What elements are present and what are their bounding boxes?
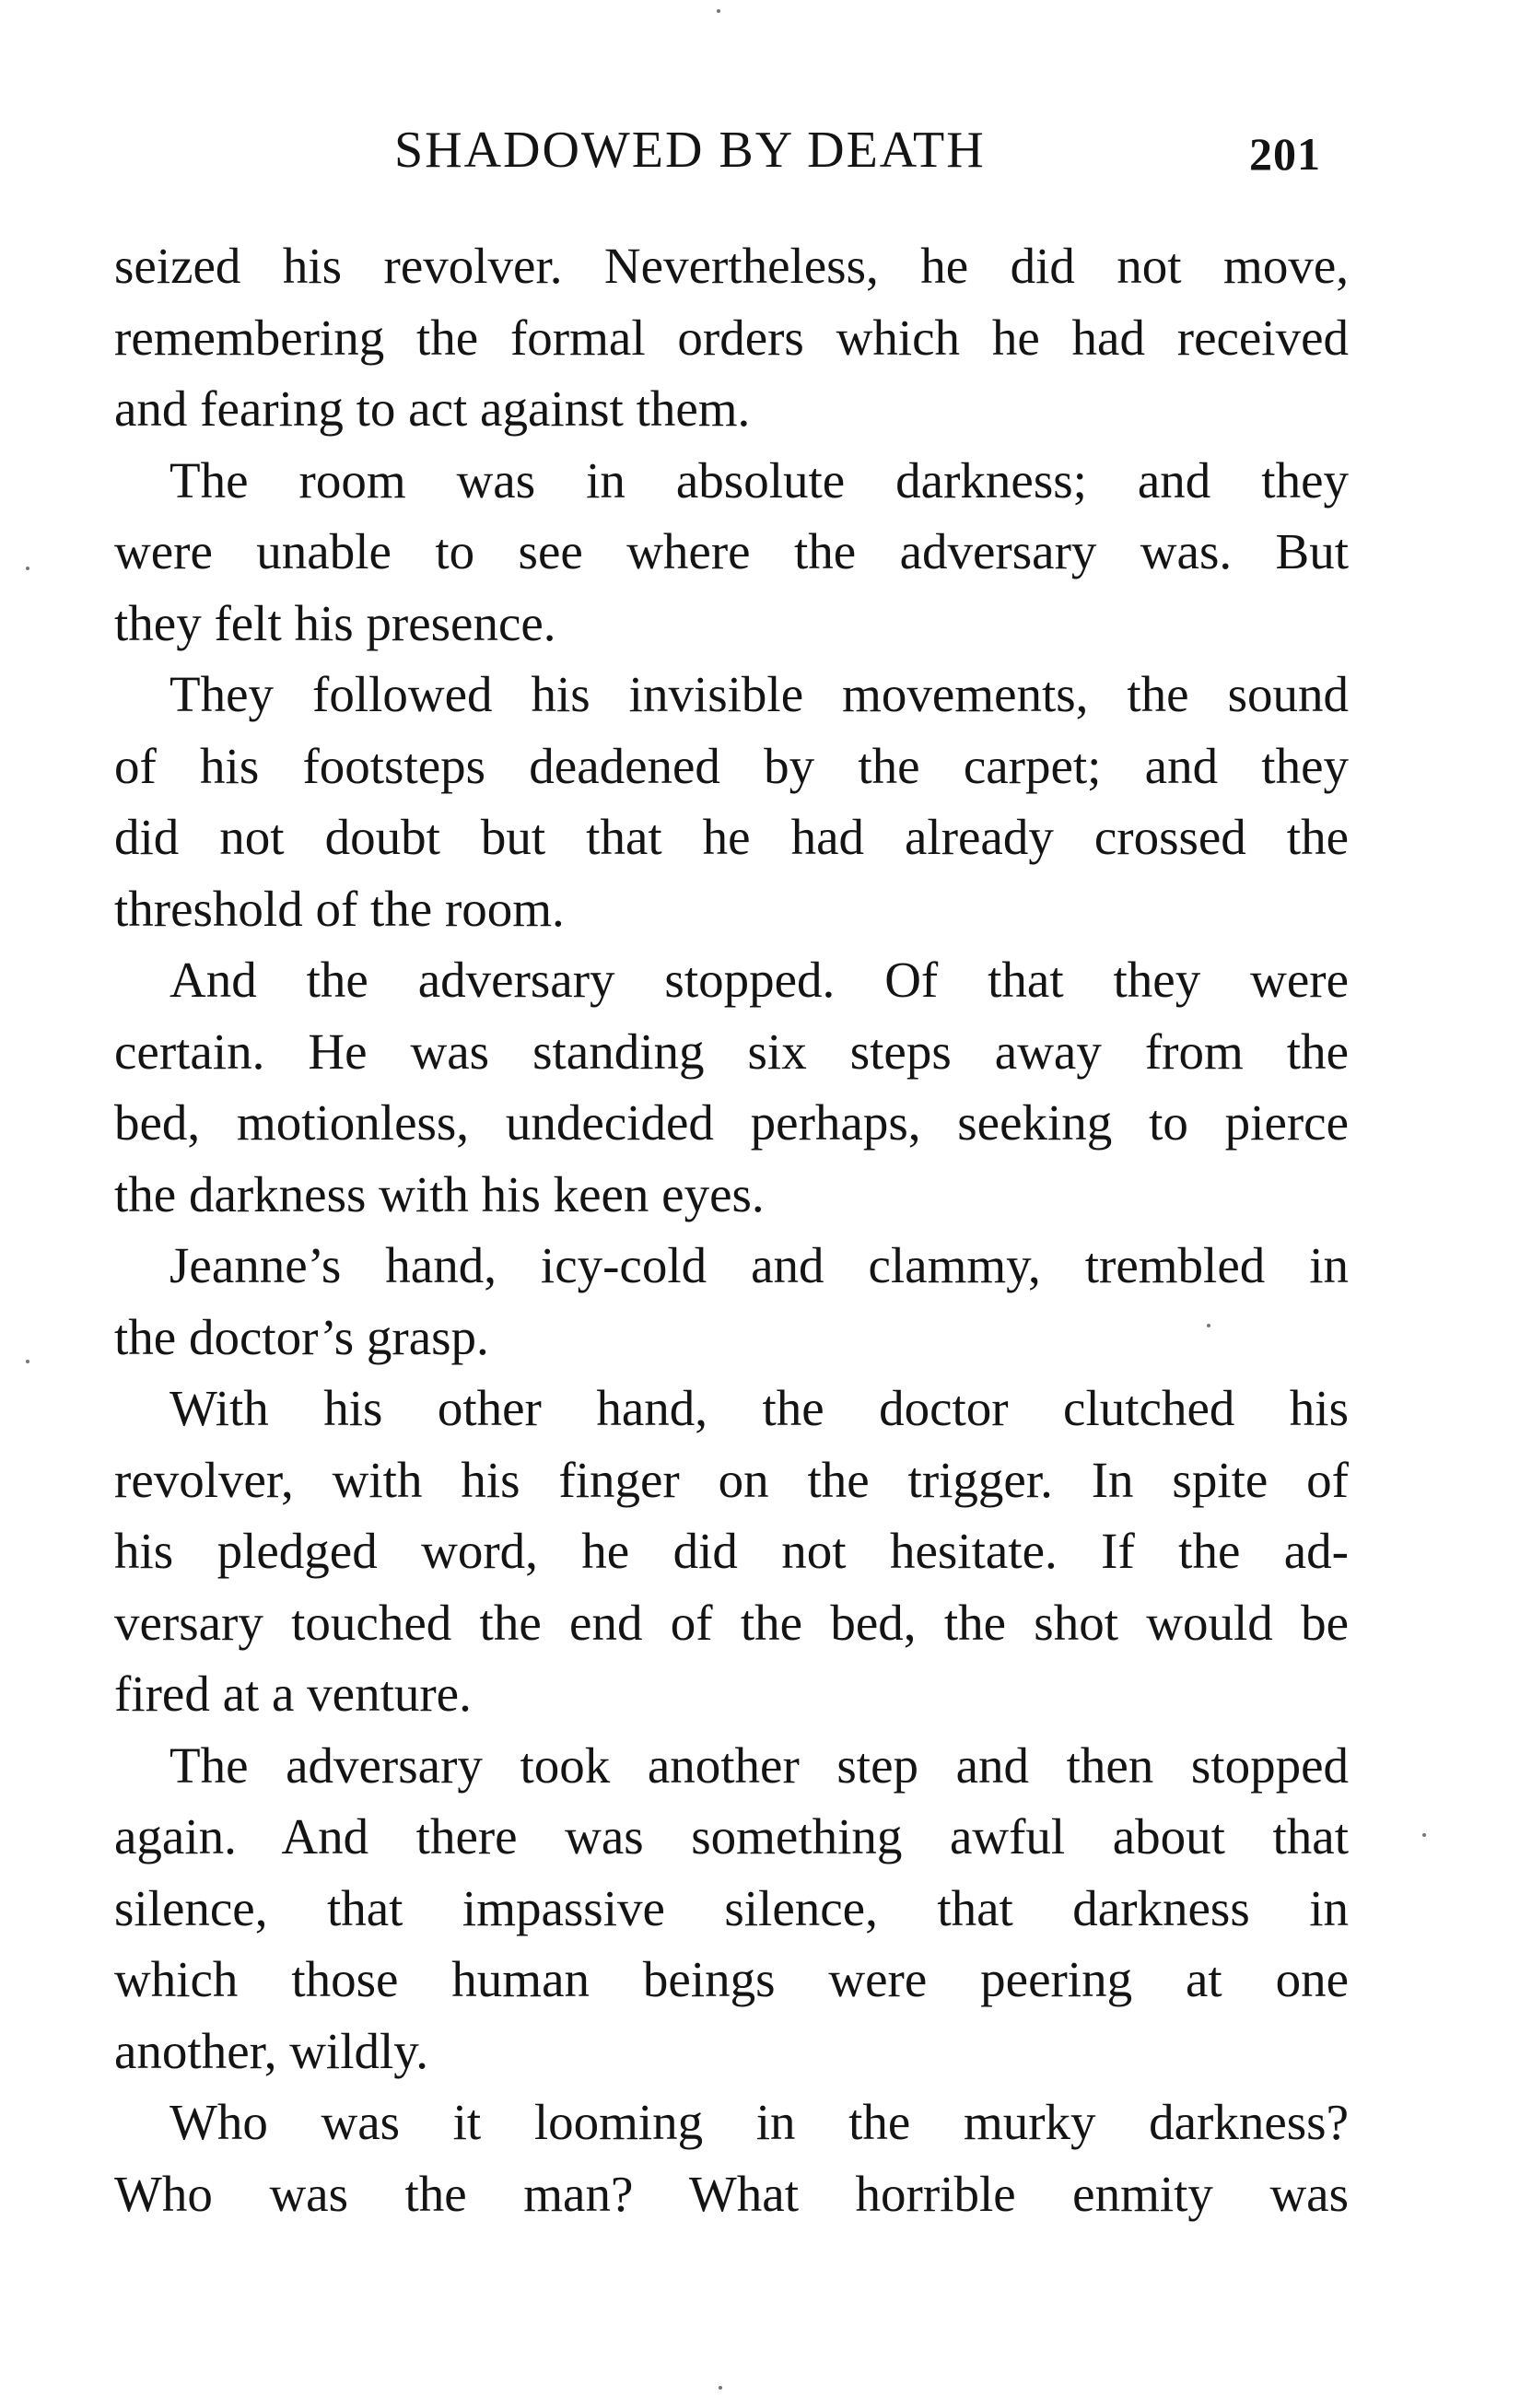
paragraph <box>114 659 1349 944</box>
paragraph <box>114 1373 1349 1730</box>
text-line: did not doubt but that he had already crossed the <box>114 809 1349 865</box>
text-line: Who was the man? What horrible enmity was <box>114 2165 1349 2222</box>
scan-speck <box>1422 1833 1426 1837</box>
page-number: 201 <box>1249 128 1321 180</box>
paragraph <box>114 230 1349 445</box>
text-line: again. And there was something awful about that <box>114 1808 1349 1864</box>
text-line: certain. He was standing six steps away from the <box>114 1023 1349 1080</box>
text-line: revolver, with his finger on the trigger. In spite of <box>114 1451 1349 1508</box>
text-line: With his other hand, the doctor clutched his <box>170 1380 1349 1436</box>
text-line: Jeanne’s hand, icy-cold and clammy, trembled in <box>170 1237 1349 1293</box>
paragraph <box>114 445 1349 660</box>
running-title: SHADOWED BY DEATH <box>394 122 986 179</box>
text-line: versary touched the end of the bed, the shot would be <box>114 1594 1349 1651</box>
text-line: And the adversary stopped. Of that they were <box>170 952 1349 1008</box>
scan-speck <box>26 567 29 570</box>
text-line: were unable to see where the adversary was. But <box>114 523 1349 579</box>
paragraph <box>114 2087 1349 2229</box>
text-line: remembering the formal orders which he had received <box>114 309 1349 366</box>
text-line: the doctor’s grasp. <box>114 1308 489 1365</box>
text-line: his pledged word, he did not hesitate. If the ad- <box>114 1523 1349 1579</box>
paragraph <box>114 1730 1349 2087</box>
text-line: seized his revolver. Nevertheless, he did not move, <box>114 238 1349 294</box>
running-head <box>0 118 1520 182</box>
text-line: threshold of the room. <box>114 880 565 937</box>
scan-speck <box>717 9 720 13</box>
text-line: bed, motionless, undecided perhaps, seeking to pierce <box>114 1094 1349 1151</box>
text-line: and fearing to act against them. <box>114 380 751 437</box>
scan-speck <box>1207 1324 1210 1327</box>
text-line: the darkness with his keen eyes. <box>114 1165 765 1222</box>
text-line: The adversary took another step and then stopped <box>170 1736 1349 1794</box>
text-line: another, wildly. <box>114 2022 428 2079</box>
body-text <box>114 230 1349 2229</box>
text-line: which those human beings were peering at one <box>114 1951 1349 2007</box>
text-line: fired at a venture. <box>114 1666 472 1722</box>
text-line: of his footsteps deadened by the carpet; and they <box>114 737 1349 794</box>
text-line: silence, that impassive silence, that darkness in <box>114 1879 1349 1936</box>
text-line: Who was it looming in the murky darkness? <box>170 2094 1349 2150</box>
paragraph <box>114 1230 1349 1373</box>
text-line: They followed his invisible movements, the sound <box>170 666 1349 722</box>
scan-speck <box>719 2386 722 2390</box>
scan-speck <box>26 1360 29 1363</box>
paragraph <box>114 944 1349 1230</box>
text-line: The room was in absolute darkness; and they <box>170 451 1349 508</box>
text-line: they felt his presence. <box>114 594 556 651</box>
